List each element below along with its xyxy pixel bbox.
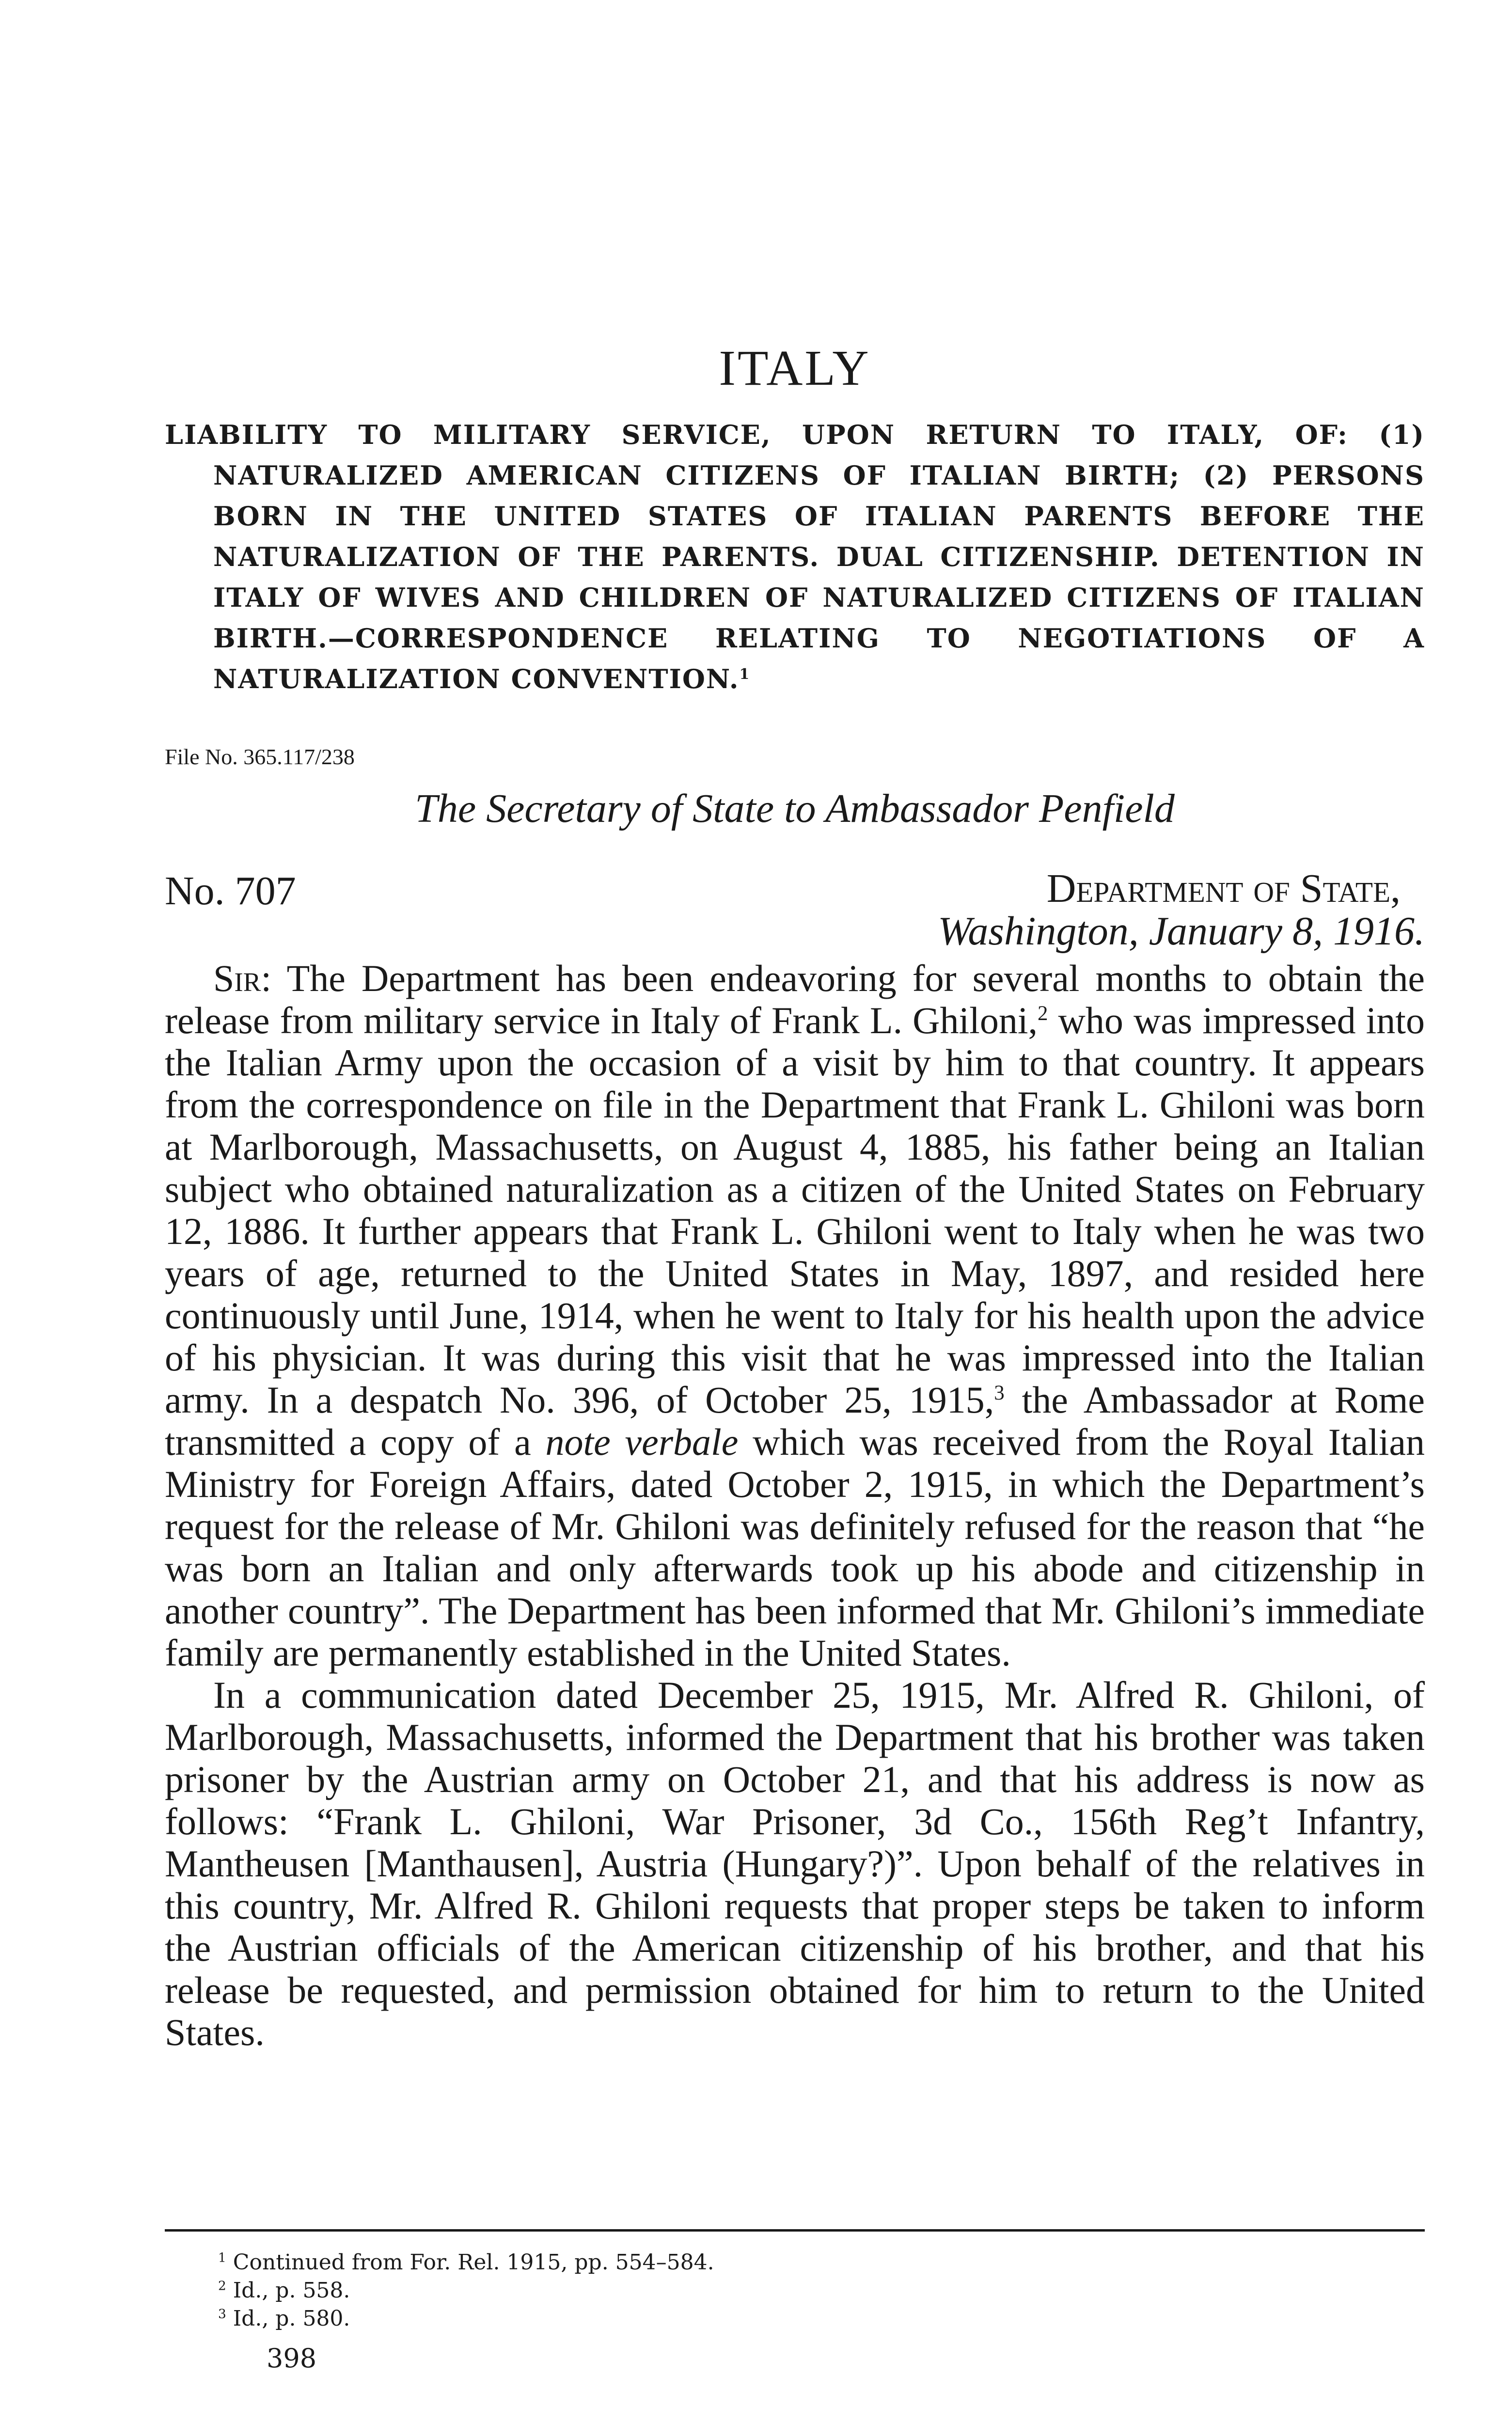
footnote-mark: 2 [218, 2278, 226, 2294]
footnote-divider [165, 2229, 1425, 2232]
footnote-mark: 3 [218, 2306, 226, 2322]
paragraph-1 [165, 957, 1425, 1674]
department-name: Department of State, [1046, 866, 1401, 911]
footnote-mark: 1 [218, 2250, 226, 2266]
dateline [795, 867, 1425, 953]
footnote-text: Id., p. 558. [233, 2278, 350, 2303]
document-number: No. 707 [165, 868, 296, 913]
document-page [165, 0, 1425, 2423]
salutation: Sir [213, 957, 261, 999]
subject-heading-text: LIABILITY TO MILITARY SERVICE, UPON RETURN TO ITALY, OF: (1) NATURALIZED AMERICAN CITIZENS OF ITALIAN BIRTH; (2) PERSONS BORN IN THE UNITED STATES OF ITALIAN PARENTS BEFORE THE NATURALIZATION OF THE PARENTS. DUAL CITIZENSHIP. DETENTION IN ITALY OF WIVES AND CHILDREN OF NATURALIZED CITIZENS OF ITALIAN BIRTH.—CORRESPONDENCE RELATING TO NEGOTIATIONS OF A NATURALIZATION CONVENTION. [165, 419, 1425, 694]
subject-heading [165, 414, 1425, 699]
country-title: ITALY [719, 340, 871, 396]
footnote-text: Continued from For. Rel. 1915, pp. 554–584. [233, 2250, 714, 2275]
paragraph-2: In a communication dated December 25, 1915, Mr. Alfred R. Ghiloni, of Marlborough, Massachusetts, informed the Department that his brother was taken prisoner by the Austrian army on October 21, and that his address is now as follows: “Frank L. Ghiloni, War Prisoner, 3d Co., 156th Reg’t Infantry, Mantheusen [Manthausen], Austria (Hungary?)”. Upon behalf of the relatives in this country, Mr. Alfred R. Ghiloni requests that proper steps be taken to inform the Austrian officials of the American citizenship of his brother, and that his release be requested, and permission obtained for him to return to the United States. [165, 1674, 1425, 2053]
footnote-ref: 2 [1038, 1002, 1048, 1025]
paragraph-1-part-a: : The Department has been endeavoring for several months to obtain the release from military service in Italy of Frank L. Ghiloni, [165, 957, 1425, 1041]
page-number: 398 [267, 2343, 317, 2374]
document-title: The Secretary of State to Ambassador Penfield [415, 786, 1175, 831]
footnotes [218, 2249, 714, 2333]
footnote-ref: 3 [994, 1382, 1005, 1404]
place-date: Washington, January 8, 1916. [938, 909, 1425, 954]
footnote-3 [218, 2305, 714, 2333]
file-number: File No. 365.117/238 [165, 744, 355, 769]
footnote-1 [218, 2249, 714, 2277]
footnote-text: Id., p. 580. [233, 2306, 350, 2331]
paragraph-1-part-d: which was received from the Royal Italian Ministry for Foreign Affairs, dated October 2, 1915, in which the Department’s request for the release of Mr. Ghiloni was definitely refused for the reason that “he was born an Italian and only afterwards took up his abode and citizenship in another country”. The Department has been informed that Mr. Ghiloni’s immediate family are permanently established in the United States. [165, 1421, 1425, 1674]
letter-body [165, 957, 1425, 2053]
paragraph-1-part-b: who was impressed into the Italian Army upon the occasion of a visit by him to that country. It appears from the correspondence on file in the Department that Frank L. Ghiloni was born at Marlborough, Massachusetts, on August 4, 1885, his father being an Italian subject who obtained naturalization as a citizen of the United States on February 12, 1886. It further appears that Frank L. Ghiloni went to Italy when he was two years of age, returned to the United States in May, 1897, and resided here continuously until June, 1914, when he went to Italy for his health upon the advice of his physician. It was during this visit that he was impressed into the Italian army. In a despatch No. 396, of October 25, 1915, [165, 999, 1425, 1421]
paragraph-1-part-c: the Ambassador at Rome transmitted a copy of a [165, 1379, 1425, 1463]
footnote-ref: 1 [739, 666, 751, 683]
italic-phrase: note verbale [545, 1421, 739, 1463]
footnote-2 [218, 2277, 714, 2305]
